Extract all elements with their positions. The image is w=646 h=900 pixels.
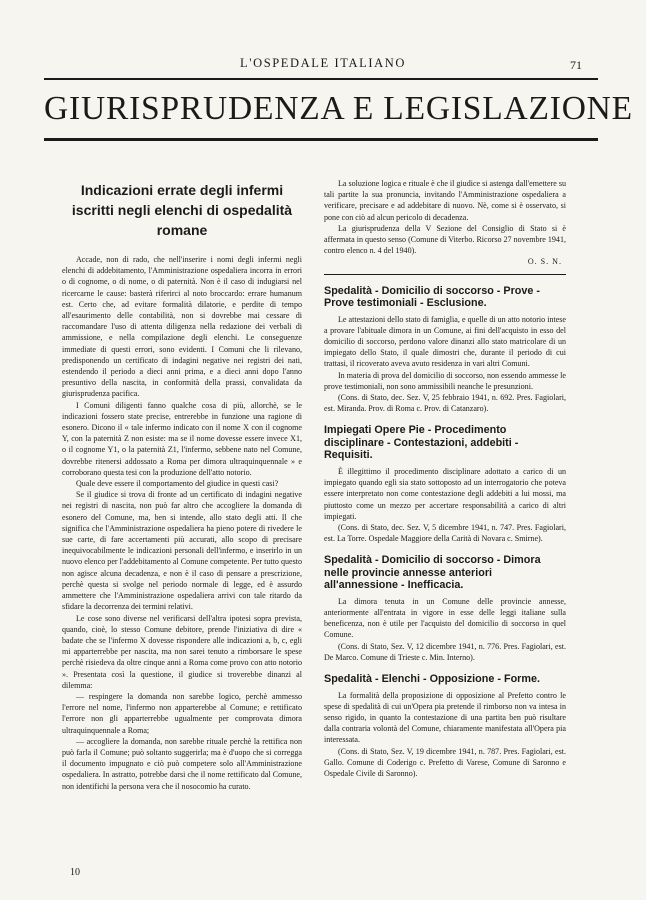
section-paragraph: In materia di prova del domicilio di soccorso, non essendo ammesse le prove testimoniali, non sono ammissibili neanche le presunzioni. <box>324 370 566 391</box>
section-divider <box>324 274 566 275</box>
section-paragraph: Le attestazioni dello stato di famiglia, e quelle di un atto notorio intese a provare l'abituale dimora in un Comune, ai fini dell'acquisto in esso del domicilio di soccorso, perdono valore dinanzi allo stato matricolare di un impiegato dello Stato, il quale dimostri che, durante il periodo di cui trattasi, il ricoverato aveva avuto residenza in vari altri Comuni. <box>324 314 566 369</box>
section-citation: (Cons. di Stato, dec. Sez. V, 25 febbraio 1941, n. 692. Pres. Fagiolari, est. Miranda. Prov. di Roma c. Prov. di Catanzaro). <box>324 393 566 414</box>
left-paragraph: — accogliere la domanda, non sarebbe rituale perchè la rettifica non può farla il Comune; può soltanto suggerirla; ma è d'uopo che si corregga il documento impugnato e ciò può competere solo all'Amministrazione ospedaliera. In astratto, potrebbe darsi che il nome rettificato dal Comune, non identifichi la persona vera che il nosocomio ha curato. <box>62 736 302 791</box>
section-heading: Spedalità - Elenchi - Opposizione - Forme. <box>324 673 540 686</box>
section-heading: Impiegati Opere Pie - Procedimento disciplinare - Contestazioni, addebiti - Requisiti. <box>324 424 519 462</box>
section-paragraph: La dimora tenuta in un Comune delle provincie annesse, anteriormente all'entrata in vigore in esse delle leggi italiane sulla beneficenza, non è utile per l'acquisto del domicilio di soccorso in quel Comune. <box>324 596 566 640</box>
author-signature: O. S. N. <box>527 257 562 267</box>
article-title: Indicazioni errate degli infermi iscritti negli elenchi di ospedalità romane <box>71 182 293 238</box>
section-heading: Spedalità - Domicilio di soccorso - Prove - Prove testimoniali - Esclusione. <box>324 284 540 310</box>
header-rule-bottom <box>44 138 598 141</box>
left-column <box>62 178 302 792</box>
left-paragraph: — respingere la domanda non sarebbe logico, perchè ammesso l'errore nel nome, l'infermo non apparterebbe al Comune; e rettificato l'errore non gli apparterrebbe ugualmente per comprovata dimora ultraquinquennale a Roma; <box>62 691 302 735</box>
header-rule-top <box>44 78 598 80</box>
left-paragraph: Quale deve essere il comportamento del giudice in questi casi? <box>76 479 279 489</box>
section-citation: (Cons. di Stato, Sez. V, 19 dicembre 1941, n. 787. Pres. Fagiolari, est. Gallo. Comune di Coderigo c. Prefetto di Varese, Comune di Saronno e Ospedale Civile di Saronno). <box>324 746 566 779</box>
section-citation: (Cons. di Stato, dec. Sez. V, 5 dicembre 1941, n. 747. Pres. Fagiolari, est. La Torre. Ospedale Maggiore della Carità di Novara c. Smirne). <box>324 522 566 544</box>
left-paragraph: Se il giudice si trova di fronte ad un certificato di indagini negative nei registri di nascita, non può far altro che accogliere la domanda di esonero del Comune, ma, ben si intende, allo stato degli atti. Il che significa che l'Amministrazione ospedaliera ha pieno potere di rivedere le sue carte, di fare accertamenti più accurati, allo scopo di precisare inequivocabilmente le indicazioni personali dell'infermo, e inserirlo in un nuovo elenco per l'addebitamento al Comune competente. Per tutto questo non agisce alcuna decadenza, e non è il caso di pensare a prescrizione, perchè questa si svolge nel periodo normale di legge, ed è assurdo ammettere che l'Amministrazione ospedaliera arrivi con tale ritardo da sfidare la decorrenza dei termini relativi. <box>62 490 302 612</box>
right-intro-paragraph: La soluzione logica e rituale è che il giudice si astenga dall'emettere su tali partite la sua pronuncia, invitando l'Amministrazione ospedaliera a verificare, precisare e ad addebitare di nuovo. Nè, come si è osservato, si pone con ciò ad alcun pericolo di decadenza. <box>324 179 567 222</box>
section-heading: Spedalità - Domicilio di soccorso - Dimora nelle provincie annesse anteriori all'annessione - Inefficacia. <box>324 554 541 592</box>
page-number: 71 <box>570 58 582 72</box>
section-title: GIURISPRUDENZA E LEGISLAZIONE <box>44 90 633 127</box>
running-head: L'OSPEDALE ITALIANO <box>239 56 406 70</box>
section-paragraph: È illegittimo il procedimento disciplinare adottato a carico di un impiegato quando egli sia stato sottoposto ad un interrogatorio che poteva essere interpretato non come contestazione degli addebiti a lui mossi, ma piuttosto come un mezzo per accertare responsabilità a carico di altri impiegati. <box>324 466 566 521</box>
section-citation: (Cons. di Stato, Sez. V, 12 dicembre 1941, n. 776. Pres. Fagiolari, est. De Marco. Comune di Trieste c. Min. Interno). <box>324 641 566 662</box>
right-column <box>324 178 566 779</box>
left-paragraph: I Comuni diligenti fanno qualche cosa di più, allorchè, se le indicazioni fossero state precise, entrerebbe in funzione una ragione di esonero. Dicono il « tale infermo indicato con il nome X con il cognome Y, con la paternità Z non esiste: ma se il nome dovesse essere invece X1, o il cognome Y1, o la paternità Z1, l'infermo, sebbene nato nel Comune, dovrebbe ritenersi addossato a Roma per dimora ultraquinquennale » e corroborano questa tesi con la produzione dell'atto notorio. <box>62 400 302 477</box>
left-paragraph: Le cose sono diverse nel verificarsi dell'altra ipotesi sopra prevista, quando, cioè, lo stesso Comune debitore, prende l'iniziativa di dire « badate che se l'infermo X dovesse rispondere alle indicazioni a, b, c, egli mi apparterrebbe per nascita, ma non sarei tenuto a rimborsare le spese perchè risiedeva da oltre cinque anni a Roma come provo con atto notorio ». Presentata così la questione, il giudice si troverebbe dinanzi al dilemma: <box>62 613 302 690</box>
section-paragraph: La formalità della proposizione di opposizione al Prefetto contro le spese di spedalità di cui un'Opera pia pretende il rimborso non va intesa in senso rigido, in quanto la contestazione di una partita ben può risultare dalla contraria volontà del Comune, chiaramente manifestata all'Opera pia interessata. <box>324 690 566 745</box>
right-intro-paragraph: La giurisprudenza della V Sezione del Consiglio di Stato si è affermata in questo senso (Comune di Viterbo. Ricorso 27 novembre 1941, contro elenco n. 4 del 1940). <box>324 223 566 256</box>
left-paragraph: Accade, non di rado, che nell'inserire i nomi degli infermi negli elenchi di addebitamento, l'Amministrazione ospedaliera incorra in errori o di cognome, o di nome, o di paternità. Non è il caso di indugiarsi nel ricercarne le cause: basterà riferirci al noto broccardo: errare humanum est. Certo che, ad evitare formalità dilatorie, e perdite di tempo all'esaurimento delle contabilità, non si dovrebbe mai cessare di raccomandare l'uso di attenta diligenza nella redazione dei verbali di ammissione, e nella compilazione degli elenchi. Le conseguenze immediate di questi errori, sono evidenti. I Comuni che li rilevano, predisponendo un certificato di indagini negative nei registri dei nati, estendendo il periodo a dieci anni prima, e a dieci anni dopo l'anno presuntivo della nascita, in conformità della prassi, convalidata da giurisprudenza pacifica. <box>62 255 302 399</box>
footer-signature-number: 10 <box>70 867 80 878</box>
